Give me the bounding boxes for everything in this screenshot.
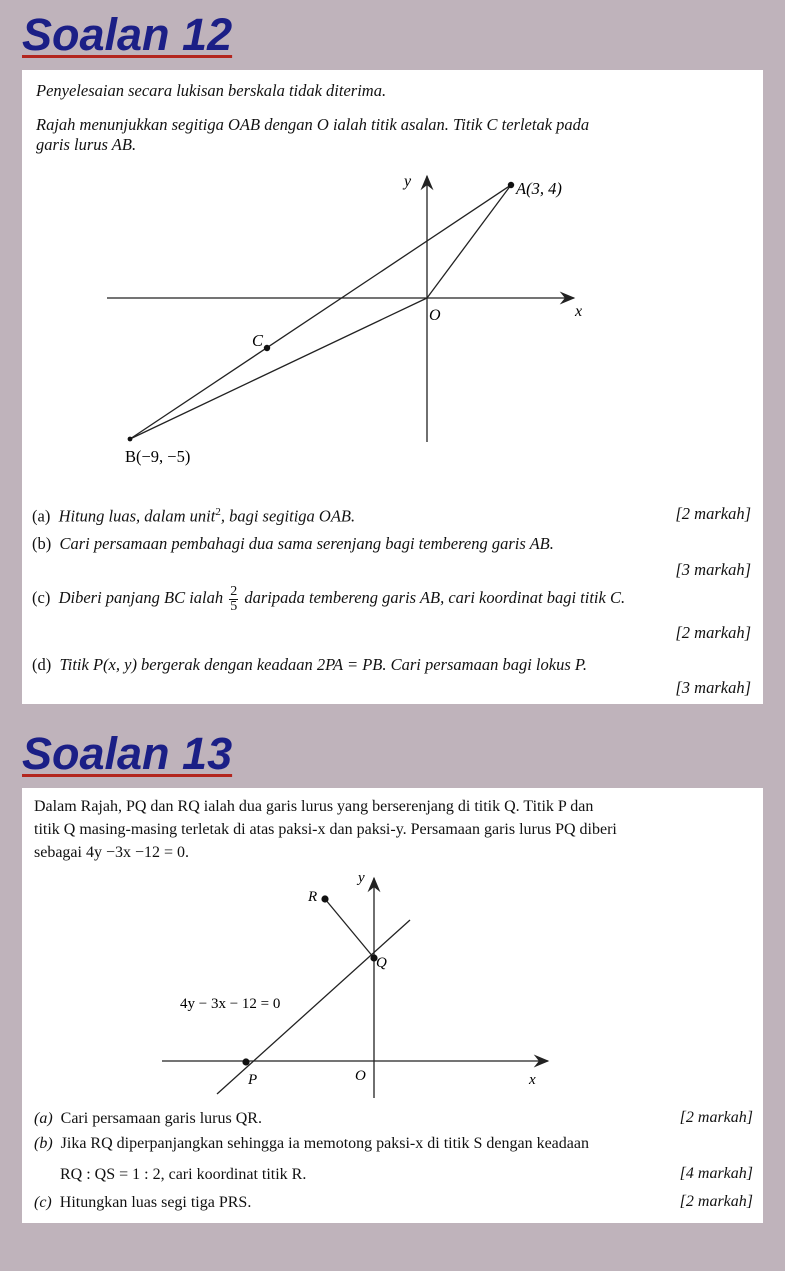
q12-part-a-letter: (a) [32,506,51,526]
q13-intro-line2: titik Q masing-masing terletak di atas paksi-x dan paksi-y. Persamaan garis lurus PQ diberi [34,821,617,838]
q12-part-b-text: Cari persamaan pembahagi dua sama serenjang bagi tembereng garis AB. [59,534,554,553]
q13-point-R [321,895,328,902]
q13-point-P [242,1058,249,1065]
q12-heading: Soalan 12 [22,9,233,60]
q12-diagram [22,170,763,480]
q13-part-b-text-line1: Jika RQ diperpanjangkan sehingga ia memotong paksi-x di titik S dengan keadaan [60,1135,589,1152]
q13-label-Q: Q [376,955,387,971]
q13-label-P: P [248,1072,258,1088]
q12-part-b-letter: (b) [32,534,52,553]
q13-panel [22,788,763,1223]
q12-label-B: B(−9, −5) [125,447,191,466]
q13-intro-line1: Dalam Rajah, PQ dan RQ ialah dua garis lurus yang berserenjang di titik Q. Titik P dan [34,798,594,815]
q12-part-c-marks: [2 markah] [675,623,751,642]
q12-intro-line2: garis lurus AB. [36,135,137,154]
q13-part-a [34,1108,262,1129]
q13-part-c-marks: [2 markah] [679,1193,753,1210]
q13-part-c-text: Hitungkan luas segi tiga PRS. [59,1194,252,1211]
q12-segment-OB [130,298,427,439]
q13-part-b-letter: (b) [34,1135,53,1152]
q13-part-a-marks: [2 markah] [679,1109,753,1126]
q13-part-a-letter: (a) [34,1110,53,1127]
q13-diagram [22,866,763,1106]
q12-part-c-frac-den: 5 [230,598,238,614]
q12-point-C [264,345,270,351]
q12-part-a-text-pre: Hitung luas, dalam unit [58,506,216,526]
q12-panel [22,70,763,704]
q13-part-b-marks: [4 markah] [679,1165,753,1182]
q12-label-y: y [404,173,412,190]
q12-note: Penyelesaian secara lukisan berskala tidak diterima. [36,81,387,100]
q12-part-c-fraction [229,585,238,614]
q12-part-c [32,582,625,614]
q12-part-a [32,502,355,527]
q13-part-c [34,1192,251,1213]
q13-label-R: R [308,889,318,905]
q12-part-d-marks: [3 markah] [675,678,751,697]
q12-segment-AB [130,185,511,439]
q13-part-b-line2: RQ : QS = 1 : 2, cari koordinat titik R. [60,1166,307,1183]
q13-intro-line3: sebagai 4y −3x −12 = 0. [34,844,190,861]
q12-part-a-sup: 2 [215,506,221,518]
q13-part-b [34,1133,589,1154]
q12-part-d [32,654,587,675]
q12-segment-OA [427,185,511,298]
q13-part-c-letter: (c) [34,1194,52,1211]
q12-label-C: C [252,331,264,350]
q12-part-d-text: Titik P(x, y) bergerak dengan keadaan 2PA = PB. Cari persamaan bagi lokus P. [59,655,587,674]
q12-part-a-marks: [2 markah] [675,504,751,523]
q12-label-A: A(3, 4) [516,179,562,198]
q13-label-y: y [358,870,365,886]
q12-part-c-letter: (c) [32,588,51,607]
q12-part-c-text-post: daripada tembereng garis AB, cari koordinat bagi titik C. [244,588,626,607]
q12-part-c-frac-num: 2 [230,583,238,599]
q13-part-a-text: Cari persamaan garis lurus QR. [60,1110,262,1127]
q13-label-O: O [355,1068,366,1084]
q13-label-x: x [529,1072,536,1088]
q12-point-A [508,182,514,188]
q13-label-equation: 4y − 3x − 12 = 0 [180,996,281,1012]
q12-part-b-marks: [3 markah] [675,560,751,579]
q12-part-c-text-pre: Diberi panjang BC ialah [58,588,224,607]
q12-label-O: O [429,307,441,324]
q12-label-x: x [575,303,583,320]
q12-intro-line1: Rajah menunjukkan segitiga OAB dengan O ialah titik asalan. Titik C terletak pada [36,115,590,134]
q13-heading: Soalan 13 [22,728,233,779]
q12-part-b [32,533,554,554]
q12-part-a-text-post: , bagi segitiga OAB. [220,506,356,526]
q13-line-RQ [325,899,374,958]
q12-part-d-letter: (d) [32,655,52,674]
q12-point-B [128,437,133,442]
